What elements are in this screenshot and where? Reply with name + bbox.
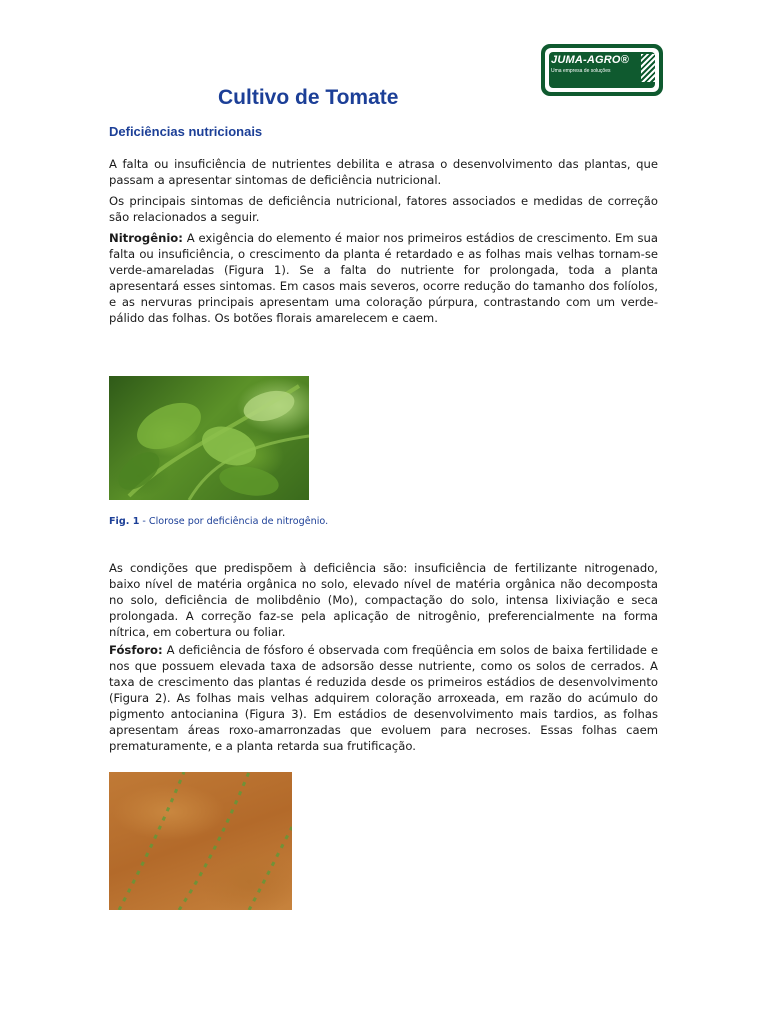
paragraph-conditions: As condições que predispõem à deficiência são: insuficiência de fertilizante nitrogenado, baixo nível de matéria orgânica no solo, elevado nível de matéria orgânica não decomposta no solo, deficiência de molibdênio (Mo), compactação do solo, intensa lixiviação e seca prolongada. A correção faz-se pela aplicação de nitrogênio, preferencialmente na forma nítrica, em cobertura ou foliar. bbox=[109, 561, 658, 639]
logo-tagline: Uma empresa de soluções bbox=[551, 68, 611, 74]
figure-1-text: - Clorose por deficiência de nitrogênio. bbox=[139, 516, 329, 527]
phosphorus-label: Fósforo: bbox=[109, 643, 163, 657]
page-title: Cultivo de Tomate bbox=[218, 86, 399, 109]
figure-1-label: Fig. 1 bbox=[109, 516, 140, 527]
figure-2-photo bbox=[109, 772, 292, 910]
paragraph-intro: A falta ou insuficiência de nutrientes debilita e atrasa o desenvolvimento das plantas, que passam a apresentar sintomas de deficiência nutricional. bbox=[109, 157, 658, 187]
section-subtitle: Deficiências nutricionais bbox=[109, 124, 263, 139]
nitrogen-text: A exigência do elemento é maior nos primeiros estádios de crescimento. Em sua falta ou insuficiência, o crescimento da planta é retardado e as folhas mais velhas tornam-se verde-amareladas (Figura 1). Se a falta do nutriente for prolongada, toda a planta apresentará esses sintomas. Em casos mais severos, ocorre redução do tamanho dos folíolos, e as nervuras principais apresentam uma coloração púrpura, contrastando com um verde-pálido das folhas. Os botões florais amarelecem e caem. bbox=[109, 231, 658, 325]
figure-1-caption bbox=[109, 516, 328, 527]
logo-stripe-icon bbox=[641, 54, 655, 82]
tomato-leaves-illustration bbox=[109, 376, 309, 500]
paragraph-nitrogen bbox=[109, 230, 658, 326]
phosphorus-text: A deficiência de fósforo é observada com freqüência em solos de baixa fertilidade e nos que possuem elevada taxa de adsorsão desse nutriente, como os solos de cerrados. A taxa de crescimento das plantas é reduzida desde os primeiros estádios de desenvolvimento (Figura 2). As folhas mais velhas adquirem coloração arroxeada, em razão do acúmulo do pigmento antocianina (Figura 3). Em estádios de desenvolvimento mais tardios, as folhas apresentam áreas roxo-amarronzadas que evoluem para necroses. Essas folhas caem prematuramente, e a planta retarda sua frutificação. bbox=[109, 643, 658, 753]
juma-agro-logo bbox=[541, 44, 663, 96]
figure-1-photo bbox=[109, 376, 309, 500]
paragraph-phosphorus bbox=[109, 642, 658, 754]
paragraph-summary: Os principais sintomas de deficiência nutricional, fatores associados e medidas de correção são relacionados a seguir. bbox=[109, 194, 658, 224]
nitrogen-label: Nitrogênio: bbox=[109, 231, 183, 245]
seedling-rows-illustration bbox=[109, 772, 292, 910]
logo-name: JUMA-AGRO® bbox=[551, 54, 629, 66]
